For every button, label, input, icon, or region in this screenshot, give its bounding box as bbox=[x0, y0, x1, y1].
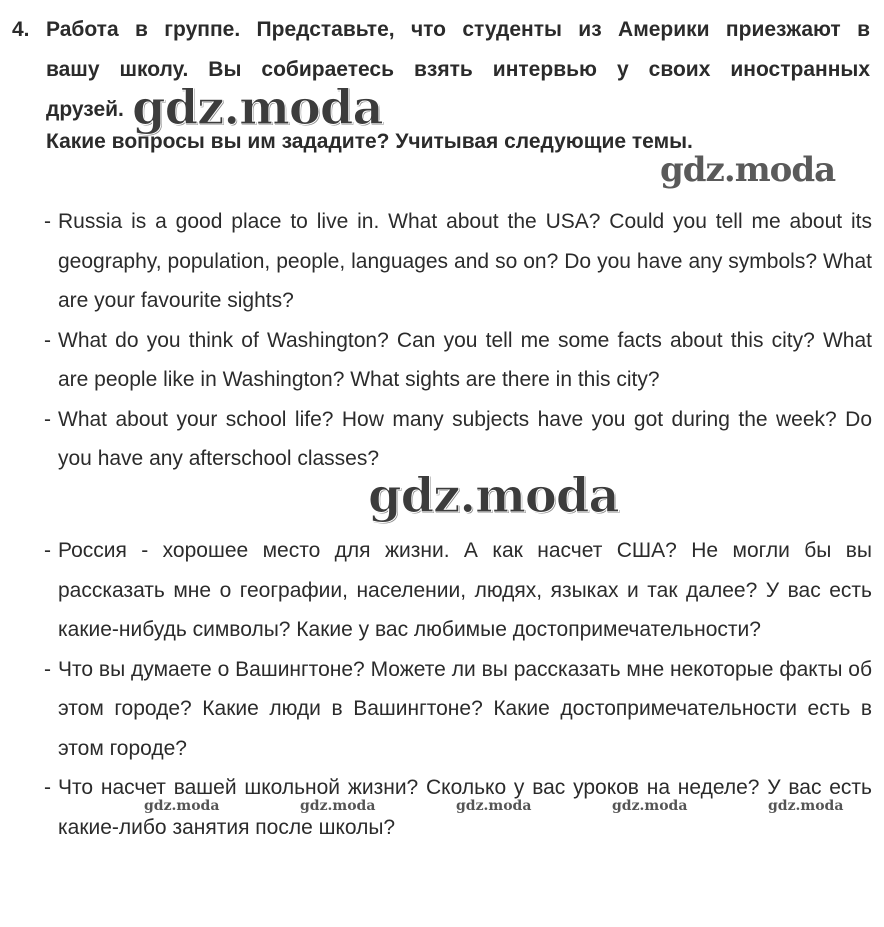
watermark-logo: gdz.moda bbox=[768, 798, 844, 814]
answer-item bbox=[44, 650, 872, 769]
dash-marker: - bbox=[44, 407, 51, 431]
answer-text: Россия - хорошее место для жизни. А как насчет США? Не могли бы вы рассказать мне о географии, населении, людях, языках и так далее? У вас есть какие-нибудь символы? Какие у вас любимые достопримечательности? bbox=[58, 539, 872, 641]
answer-text: Что вы думаете о Вашингтоне? Можете ли вы рассказать мне некоторые факты об этом городе? Какие люди в Вашингтоне? Какие достопримечательности есть в этом городе? bbox=[58, 657, 872, 760]
answer-item bbox=[44, 202, 872, 321]
task-question: Какие вопросы вы им зададите? Учитывая следующие темы. bbox=[46, 130, 693, 153]
answer-item bbox=[44, 531, 872, 650]
watermark-logo: gdz.moda bbox=[300, 798, 376, 814]
answer-item bbox=[44, 400, 872, 479]
dash-marker: - bbox=[44, 328, 51, 352]
watermark-logo: gdz.moda bbox=[456, 798, 532, 814]
answer-item bbox=[44, 321, 872, 400]
watermark-logo: gdz.moda bbox=[132, 80, 383, 136]
dash-marker: - bbox=[44, 776, 51, 799]
task-number: 4. bbox=[12, 18, 30, 41]
dash-marker: - bbox=[44, 539, 51, 562]
watermark-logo: gdz.moda bbox=[368, 468, 619, 524]
watermark-logo: gdz.moda bbox=[660, 150, 836, 190]
answer-text: Что насчет вашей школьной жизни? Сколько у вас уроков на неделе? У вас есть какие-либо занятия после школы? bbox=[58, 776, 872, 839]
answer-text: What do you think of Washington? Can you tell me some facts about this city? What are people like in Washington? What sights are there in this city? bbox=[58, 328, 872, 391]
watermark-logo: gdz.moda bbox=[144, 798, 220, 814]
answers-english bbox=[44, 202, 872, 479]
task-line-1: Работа в группе. Представьте, что студенты из Америки приезжают в bbox=[46, 18, 870, 41]
answer-text: Russia is a good place to live in. What about the USA? Could you tell me about its geography, population, people, languages and so on? Do you have any symbols? What are your favourite sights? bbox=[58, 210, 872, 312]
answer-text: What about your school life? How many subjects have you got during the week? Do you have any afterschool classes? bbox=[58, 407, 872, 470]
dash-marker: - bbox=[44, 210, 51, 233]
dash-marker: - bbox=[44, 657, 51, 681]
task-line-2: вашу школу. Вы собираетесь взять интервью у своих иностранных bbox=[46, 58, 870, 81]
task-line-3: друзей. bbox=[46, 98, 124, 121]
watermark-logo: gdz.moda bbox=[612, 798, 688, 814]
